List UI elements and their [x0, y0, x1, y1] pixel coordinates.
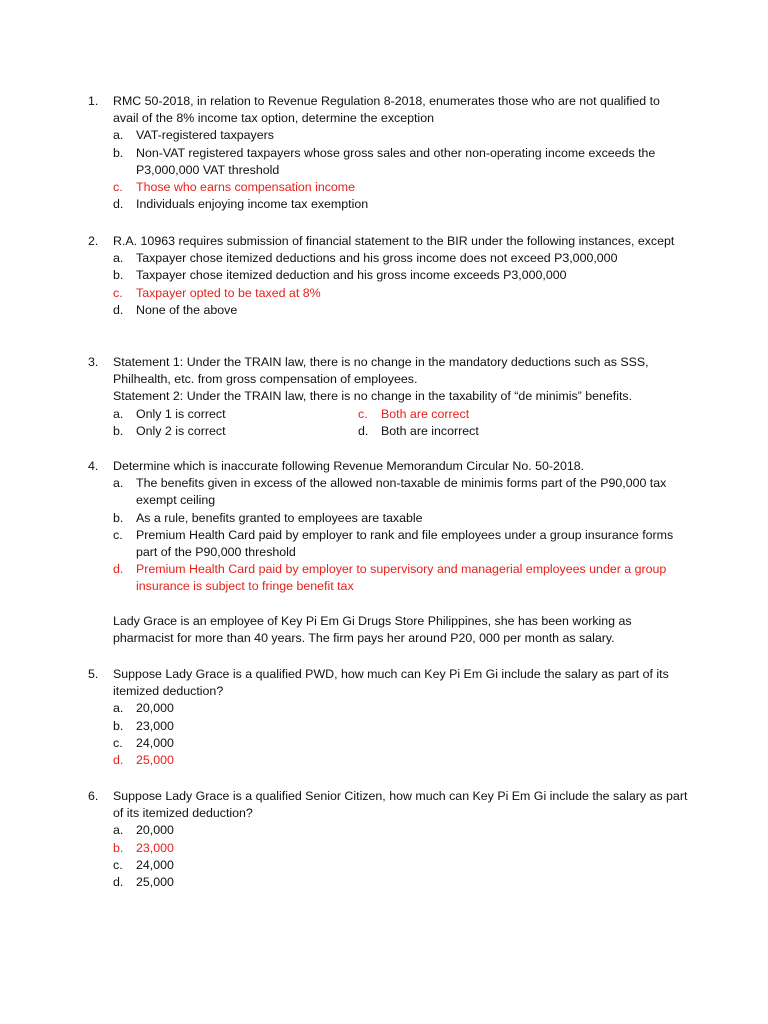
question-number: 6. [88, 789, 99, 803]
statement-2: Statement 2: Under the TRAIN law, there is no change in the taxability of “de minimis” benefits. [113, 389, 633, 404]
question-text: Suppose Lady Grace is a qualified PWD, how much can Key Pi Em Gi include the salary as part of its itemized deduction? [113, 667, 669, 699]
option-c: c. 24,000 [113, 857, 174, 872]
option-c: c. 24,000 [113, 735, 174, 750]
question-text: RMC 50-2018, in relation to Revenue Regulation 8-2018, enumerates those who are not qualified to avail of the 8% income tax option, determine the exception [113, 94, 660, 126]
question-text: Determine which is inaccurate following Revenue Memorandum Circular No. 50-2018. [113, 459, 585, 473]
question-number: 5. [88, 667, 99, 681]
option-d-answer: d. 25,000 [113, 753, 174, 768]
option-b: b. 23,000 [113, 718, 174, 733]
option-d: d. Both are incorrect [358, 423, 479, 438]
question-4 [88, 458, 688, 596]
option-c-answer: c. Taxpayer opted to be taxed at 8% [113, 285, 321, 300]
question-3 [88, 354, 688, 440]
question-5 [88, 666, 688, 769]
option-grid [113, 406, 688, 440]
option-d: d. 25,000 [113, 875, 174, 890]
question-1 [88, 93, 688, 213]
option-a: a. The benefits given in excess of the allowed non-taxable de minimis forms part of the P90,000 tax exempt ceiling [113, 476, 667, 508]
question-2 [88, 233, 688, 319]
question-text: Suppose Lady Grace is a qualified Senior Citizen, how much can Key Pi Em Gi include the salary as part of its itemized deduction? [113, 789, 688, 821]
question-number: 4. [88, 459, 99, 473]
question-6 [88, 788, 688, 891]
question-number: 3. [88, 355, 99, 369]
option-c: c. Premium Health Card paid by employer to rank and file employees under a group insurance forms part of the P90,000 threshold [113, 527, 674, 560]
option-d-answer: d. Premium Health Card paid by employer to supervisory and managerial employees under a group insurance is subject to fringe benefit tax [113, 562, 667, 594]
option-a: a. 20,000 [113, 823, 174, 838]
option-c-answer: c. Those who earns compensation income [113, 180, 356, 195]
option-d: d. None of the above [113, 302, 238, 317]
option-b: b. Non-VAT registered taxpayers whose gross sales and other non-operating income exceeds the P3,000,000 VAT threshold [113, 145, 656, 177]
option-d: d. Individuals enjoying income tax exemption [113, 197, 369, 212]
question-number: 1. [88, 94, 99, 108]
option-b: b. As a rule, benefits granted to employees are taxable [113, 510, 423, 525]
option-b: b. Only 2 is correct [113, 423, 226, 438]
question-number: 2. [88, 234, 99, 248]
scenario-passage: Lady Grace is an employee of Key Pi Em Gi Drugs Store Philippines, she has been working as pharmacist for more than 40 years. The firm pays her around P20, 000 per month as salary. [113, 614, 632, 646]
option-c-answer: c. Both are correct [358, 406, 470, 421]
option-a: a. Only 1 is correct [113, 406, 226, 421]
statement-1: Statement 1: Under the TRAIN law, there is no change in the mandatory deductions such as SSS, Philhealth, etc. from gross compensation of employees. [113, 355, 649, 387]
option-a: a. Taxpayer chose itemized deductions and his gross income does not exceed P3,000,000 [113, 251, 618, 266]
option-b-answer: b. 23,000 [113, 840, 174, 855]
question-text: R.A. 10963 requires submission of financial statement to the BIR under the following instances, except [113, 234, 675, 248]
option-a: a. VAT-registered taxpayers [113, 128, 274, 143]
option-a: a. 20,000 [113, 701, 174, 716]
option-b: b. Taxpayer chose itemized deduction and his gross income exceeds P3,000,000 [113, 268, 567, 283]
